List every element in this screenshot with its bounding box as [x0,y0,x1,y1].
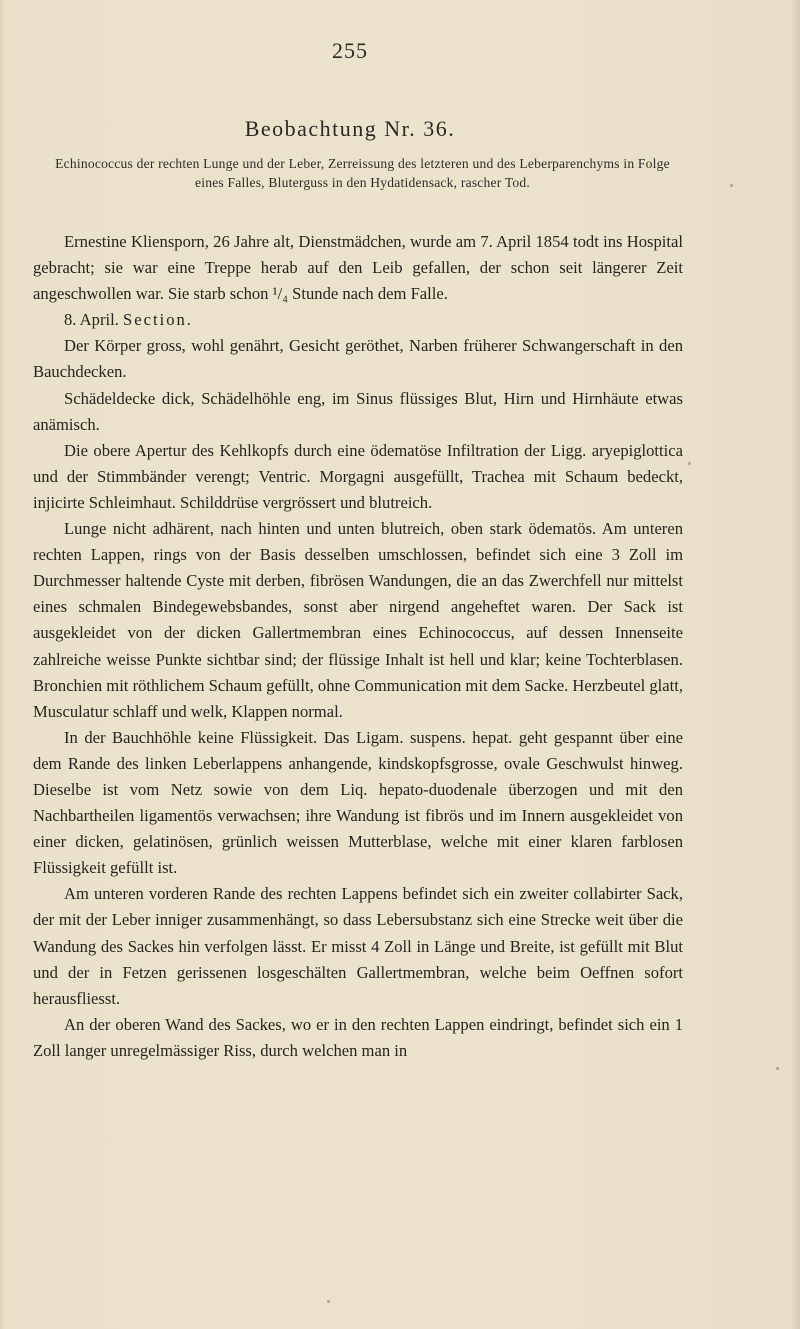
body-text [33,229,683,1064]
case-summary: Echinococcus der rechten Lunge und der Leber, Zerreissung des letzteren und des Leberparenchyms in Folge eines Falles, Bluterguss in den Hydatidensack, rascher Tod. [55,156,670,190]
paragraph-patient: Ernestine Kliensporn, 26 Jahre alt, Dienstmädchen, wurde am 7. April 1854 todt ins Hospital gebracht; sie war eine Treppe herab auf den Leib gefallen, der schon seit längerer Zeit angeschwollen war. Sie starb schon ¹/₄ Stunde nach dem Falle. [33,232,683,304]
paragraph-lung: Lunge nicht adhärent, nach hinten und unten blutreich, oben stark ödematös. Am unteren rechten Lappen, rings von der Basis desselben umschlossen, befindet sich eine 3 Zoll im Durchmesser haltende Cyste mit derben, fibrösen Wandungen, die an das Zwerchfell nur mittelst eines schmalen Bindegewebsbandes, sonst aber nirgend angeheftet waren. Der Sack ist ausgekleidet von der dicken Gallertmembran eines Echinococcus, auf dessen Innenseite zahlreiche weisse Punkte sichtbar sind; der flüssige Inhalt ist hell und klar; keine Tochterblasen. Bronchien mit röthlichem Schaum gefüllt, ohne Communication mit dem Sacke. Herzbeutel glatt, Musculatur schlaff und welk, Klappen normal. [33,519,683,721]
paragraph-skull: Schädeldecke dick, Schädelhöhle eng, im Sinus flüssiges Blut, Hirn und Hirnhäute etwas anämisch. [33,388,683,434]
page-edge-shadow [790,0,800,1329]
paragraph-rupture: An der oberen Wand des Sackes, wo er in den rechten Lappen eindringt, befindet sich ein 1 Zoll langer unregelmässiger Riss, durch welchen man in [33,1014,683,1060]
paragraph-section-date [33,307,683,333]
paragraph-larynx: Die obere Apertur des Kehlkopfs durch eine ödematöse Infiltration der Ligg. aryepiglottica und der Stimmbänder verengt; Ventric. Morgagni ausgefüllt, Trachea mit Schaum bedeckt, injicirte Schleimhaut. Schilddrüse vergrössert und blutreich. [33,440,683,512]
section-date: 8. April. [64,310,119,330]
paper-speck [730,184,733,187]
paragraph-second-sac: Am unteren vorderen Rande des rechten Lappens befindet sich ein zweiter collabirter Sack, der mit der Leber inniger zusammenhängt, so dass Lebersubstanz sich eine Strecke weit über die Wandung des Sackes hin verfolgen lässt. Er misst 4 Zoll in Länge und Breite, ist gefüllt mit Blut und der in Fetzen gerissenen losgeschälten Gallertmembran, welche beim Oeffnen sofort herausfliesst. [33,884,683,1008]
paper-speck [776,1067,779,1070]
observation-heading: Beobachtung Nr. 36. [244,116,456,141]
section-label: Section. [123,310,193,330]
paragraph-body: Der Körper gross, wohl genährt, Gesicht geröthet, Narben früherer Schwangerschaft in den Bauchdecken. [33,336,683,382]
paragraph-abdomen: In der Bauchhöhle keine Flüssigkeit. Das Ligam. suspens. hepat. geht gespannt über eine dem Rande des linken Leberlappens anhangende, kindskopfsgrosse, ovale Geschwulst hinweg. Dieselbe ist vom Netz sowie von dem Liq. hepato-duodenale überzogen und mit den Nachbartheilen ligamentös verwachsen; ihre Wandung ist fibrös und im Innern ausgekleidet von einer dicken, gelatinösen, grünlich weissen Mutterblase, welche mit einer klaren farblosen Flüssigkeit gefüllt ist. [33,727,683,878]
paper-speck [327,1300,330,1303]
page-number: 255 [332,38,368,63]
paper-speck [688,462,691,465]
